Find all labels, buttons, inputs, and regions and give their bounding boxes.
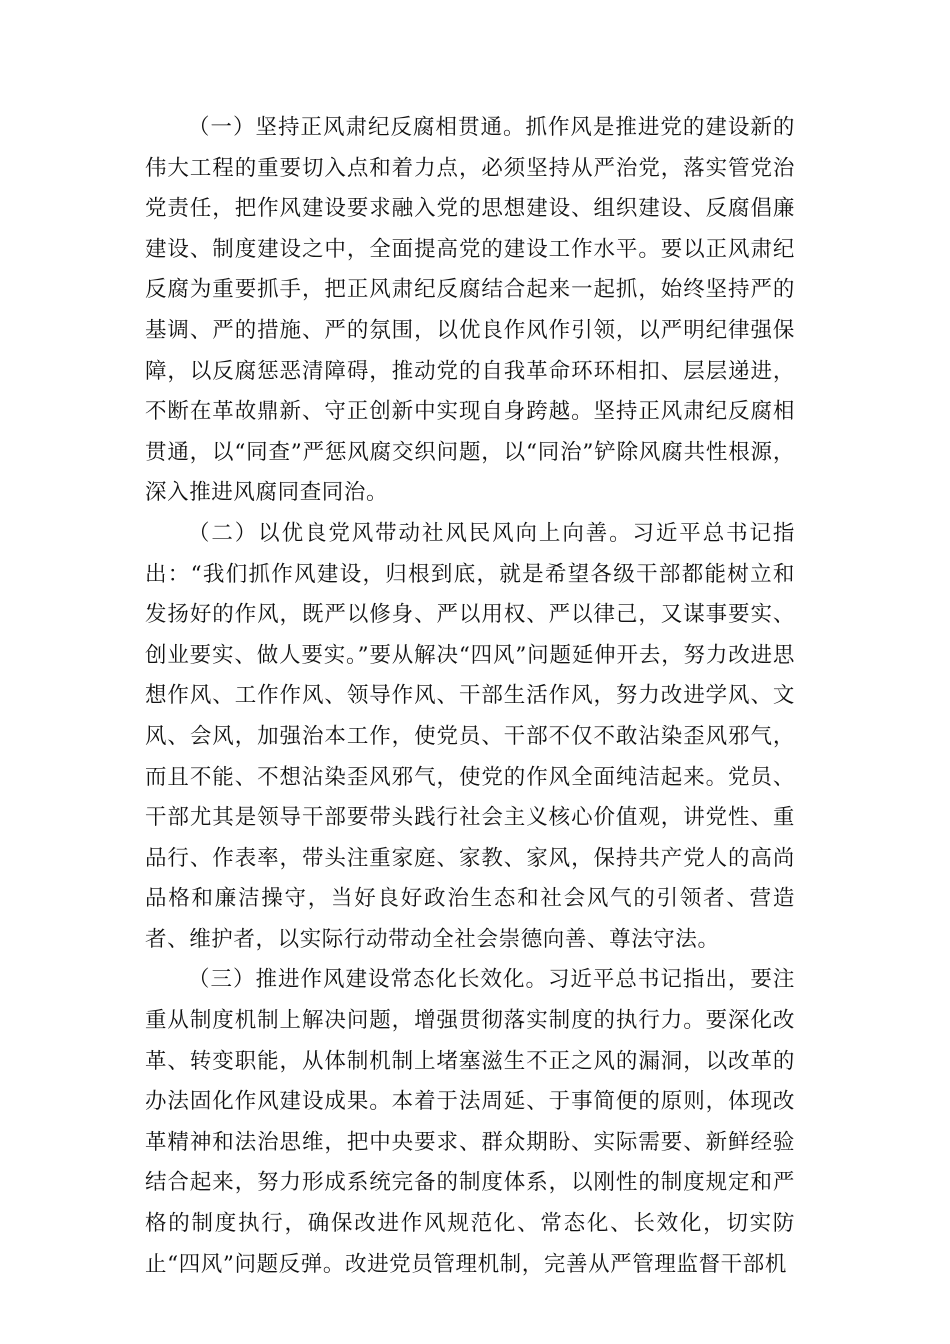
paragraph-2: （二）以优良党风带动社风民风向上向善。习近平总书记指出：“我们抓作风建设，归根到底，就是希望各级干部都能树立和发扬好的作风，既严以修身、严以用权、严以律己，又谋事要实、创业要实、做人要实。”要从解决“四风”问题延伸开去，努力改进思想作风、工作作风、领导作风、干部生活作风，努力改进学风、文风、会风，加强治本工作，使党员、干部不仅不敢沾染歪风邪气，而且不能、不想沾染歪风邪气，使党的作风全面纯洁起来。党员、干部尤其是领导干部要带头践行社会主义核心价值观，讲党性、重品行、作表率，带头注重家庭、家教、家风，保持共产党人的高尚品格和廉洁操守，当好良好政治生态和社会风气的引领者、营造者、维护者，以实际行动带动全社会崇德向善、尊法守法。 [145, 520, 795, 952]
paragraph-1: （一）坚持正风肃纪反腐相贯通。抓作风是推进党的建设新的伟大工程的重要切入点和着力点，必须坚持从严治党，落实管党治党责任，把作风建设要求融入党的思想建设、组织建设、反腐倡廉建设、制度建设之中，全面提高党的建设工作水平。要以正风肃纪反腐为重要抓手，把正风肃纪反腐结合起来一起抓，始终坚持严的基调、严的措施、严的氛围，以优良作风作引领，以严明纪律强保障，以反腐惩恶清障碍，推动党的自我革命环环相扣、层层递进，不断在革故鼎新、守正创新中实现自身跨越。坚持正风肃纪反腐相贯通，以“同查”严惩风腐交织问题，以“同治”铲除风腐共性根源，深入推进风腐同查同治。 [145, 115, 795, 506]
paragraph-3: （三）推进作风建设常态化长效化。习近平总书记指出，要注重从制度机制上解决问题，增强贯彻落实制度的执行力。要深化改革、转变职能，从体制机制上堵塞滋生不正之风的漏洞，以改革的办法固化作风建设成果。本着于法周延、于事简便的原则，体现改革精神和法治思维，把中央要求、群众期盼、实际需要、新鲜经验结合起来，努力形成系统完备的制度体系，以刚性的制度规定和严格的制度执行，确保改进作风规范化、常态化、长效化，切实防止“四风”问题反弹。改进党员管理机制，完善从严管理监督干部机 [145, 967, 795, 1277]
document-body [145, 108, 795, 1285]
